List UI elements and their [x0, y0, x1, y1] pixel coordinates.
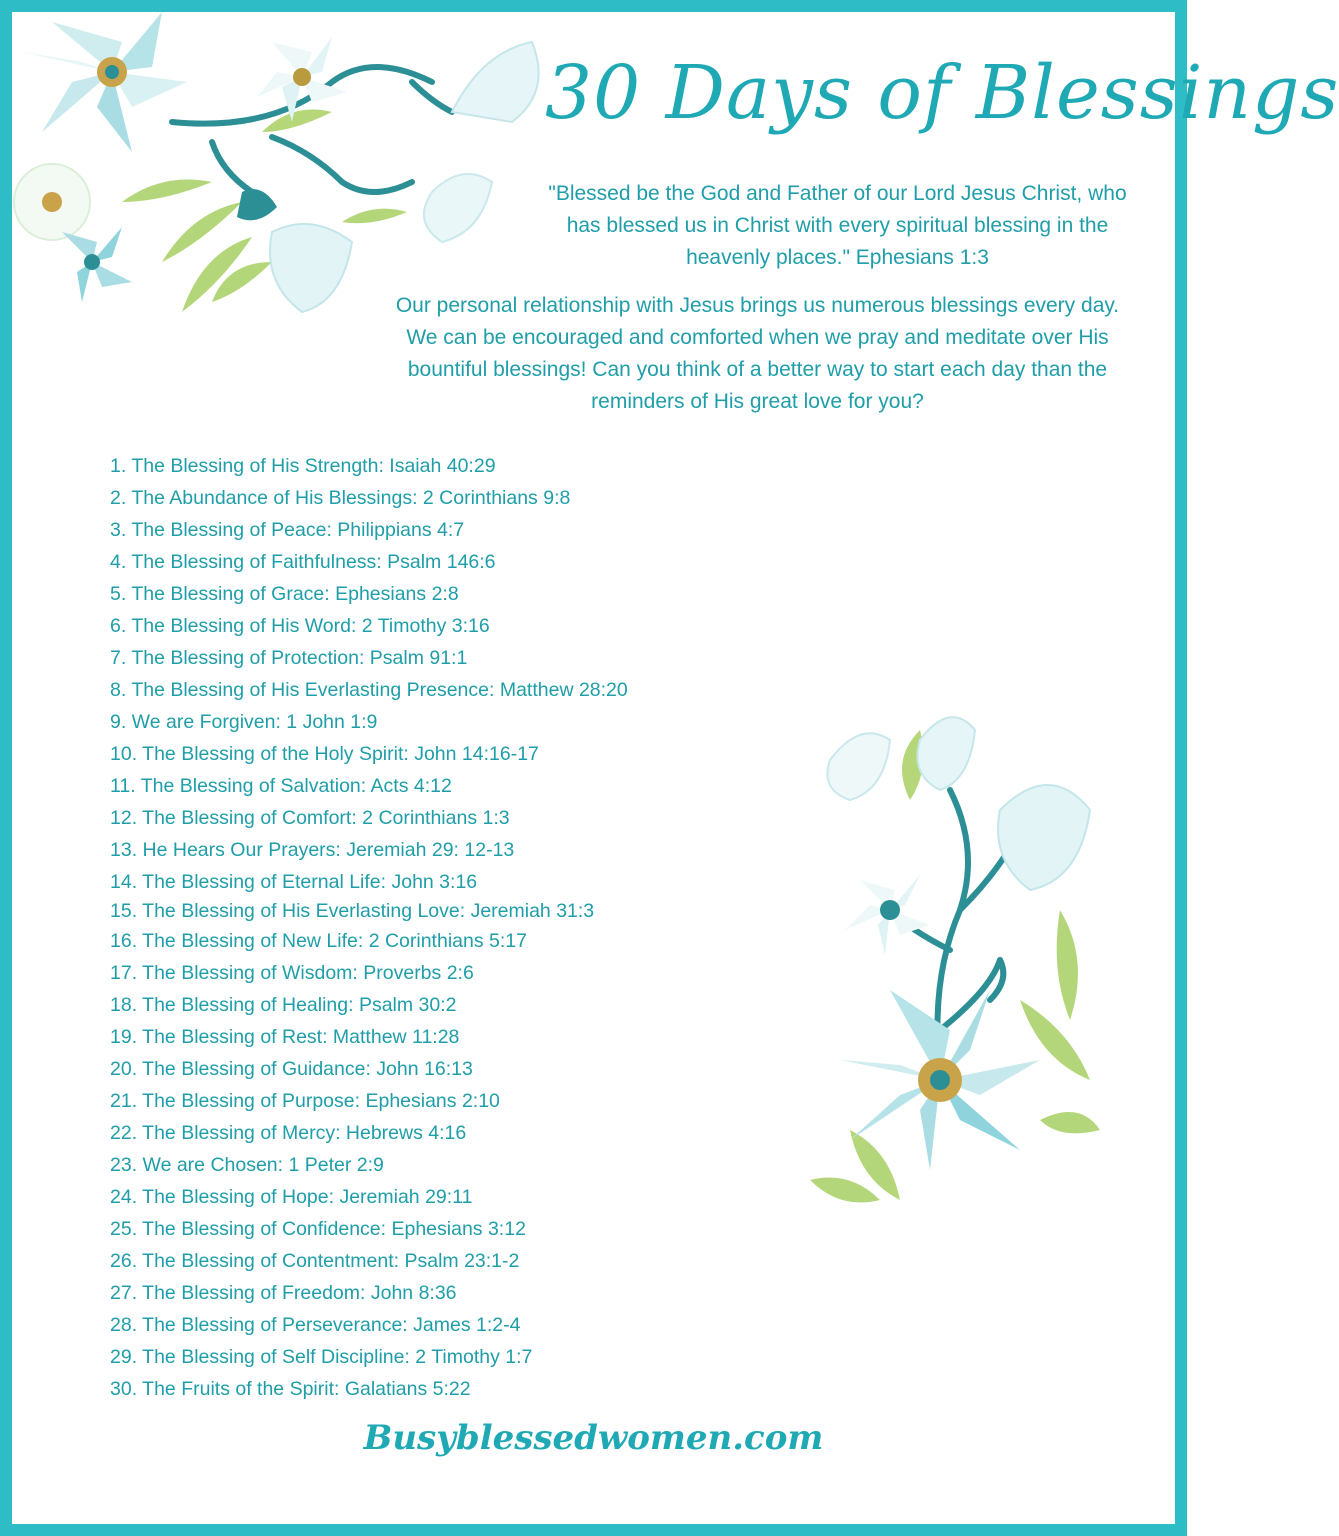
- list-item: 20. The Blessing of Guidance: John 16:13: [110, 1058, 473, 1080]
- list-item: 3. The Blessing of Peace: Philippians 4:7: [110, 519, 465, 541]
- list-item: 28. The Blessing of Perseverance: James 1:2-4: [110, 1314, 521, 1336]
- list-item: 19. The Blessing of Rest: Matthew 11:28: [110, 1026, 460, 1048]
- list-item: 27. The Blessing of Freedom: John 8:36: [110, 1282, 457, 1304]
- list-item: 15. The Blessing of His Everlasting Love: Jeremiah 31:3: [110, 900, 595, 922]
- list-item: 26. The Blessing of Contentment: Psalm 23:1-2: [110, 1250, 520, 1272]
- list-item: 2. The Abundance of His Blessings: 2 Corinthians 9:8: [110, 487, 571, 509]
- list-item: 21. The Blessing of Purpose: Ephesians 2:10: [110, 1090, 500, 1112]
- list-item: 6. The Blessing of His Word: 2 Timothy 3:16: [110, 615, 490, 637]
- page-title: 30 Days of Blessings: [545, 50, 1339, 136]
- list-item: 12. The Blessing of Comfort: 2 Corinthians 1:3: [110, 807, 510, 829]
- list-item: 8. The Blessing of His Everlasting Presence: Matthew 28:20: [110, 679, 628, 701]
- list-item: 24. The Blessing of Hope: Jeremiah 29:11: [110, 1186, 473, 1208]
- list-item: 4. The Blessing of Faithfulness: Psalm 146:6: [110, 551, 496, 573]
- list-item: 7. The Blessing of Protection: Psalm 91:1: [110, 647, 468, 669]
- list-item: 9. We are Forgiven: 1 John 1:9: [110, 711, 378, 733]
- blessings-list: [110, 450, 810, 1405]
- list-item: 11. The Blessing of Salvation: Acts 4:12: [110, 775, 452, 797]
- list-item: 5. The Blessing of Grace: Ephesians 2:8: [110, 583, 459, 605]
- list-item: 16. The Blessing of New Life: 2 Corinthians 5:17: [110, 930, 527, 952]
- list-item: 14. The Blessing of Eternal Life: John 3:16: [110, 871, 478, 893]
- list-item: 23. We are Chosen: 1 Peter 2:9: [110, 1154, 384, 1176]
- footer-website: Busyblessedwomen.com: [363, 1418, 824, 1458]
- top-left-floral-illustration: [12, 12, 572, 332]
- list-item: 25. The Blessing of Confidence: Ephesians 3:12: [110, 1218, 526, 1240]
- list-item: 17. The Blessing of Wisdom: Proverbs 2:6: [110, 962, 474, 984]
- intro-paragraph: Our personal relationship with Jesus brings us numerous blessings every day. We can be encouraged and comforted when we pray and meditate over His bountiful blessings! Can you think of a better way to start each day than the reminders of His great love for you?: [395, 294, 1120, 413]
- list-item: 13. He Hears Our Prayers: Jeremiah 29: 12-13: [110, 839, 515, 861]
- scripture-quote: "Blessed be the God and Father of our Lord Jesus Christ, who has blessed us in Christ with every spiritual blessing in the heavenly places." Ephesians 1:3: [548, 182, 1127, 269]
- list-item: 10. The Blessing of the Holy Spirit: John 14:16-17: [110, 743, 539, 765]
- list-item: 18. The Blessing of Healing: Psalm 30:2: [110, 994, 457, 1016]
- list-item: 1. The Blessing of His Strength: Isaiah 40:29: [110, 455, 496, 477]
- right-floral-illustration: [790, 700, 1120, 1240]
- list-item: 29. The Blessing of Self Discipline: 2 Timothy 1:7: [110, 1346, 533, 1368]
- list-item: 30. The Fruits of the Spirit: Galatians 5:22: [110, 1378, 471, 1400]
- list-item: 22. The Blessing of Mercy: Hebrews 4:16: [110, 1122, 467, 1144]
